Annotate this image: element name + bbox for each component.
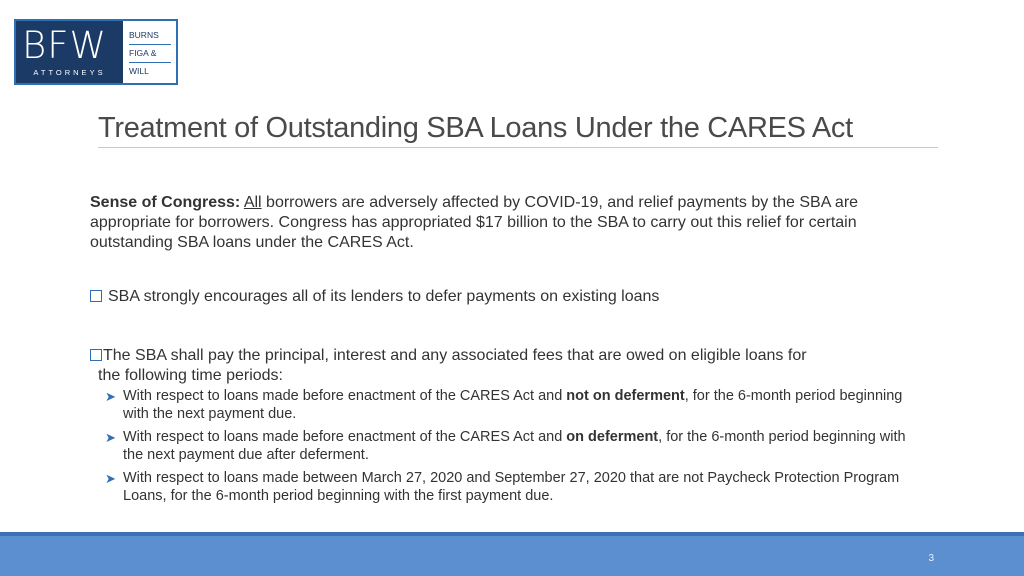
logo-word-burns: BURNS xyxy=(129,29,171,45)
footer-divider xyxy=(0,532,1024,536)
bullet2-line1: The SBA shall pay the principal, interest and any associated fees that are owed on eligible loans for xyxy=(103,347,807,364)
sense-emphasis: All xyxy=(243,194,262,211)
logo-mark: BFW xyxy=(22,24,108,67)
arrow-right-icon: ➤ xyxy=(105,430,116,445)
bullet-encourage-deferral xyxy=(90,288,659,306)
arrow-right-icon: ➤ xyxy=(105,471,116,486)
bfw-logo xyxy=(14,19,178,85)
bullet-sba-shall-pay xyxy=(90,346,930,386)
sub-bullet-bold: not on deferment xyxy=(566,388,685,404)
logo-subtitle: ATTORNEYS xyxy=(33,68,106,77)
bullet2-line2: the following time periods: xyxy=(98,367,283,384)
sense-label: Sense of Congress: xyxy=(90,194,241,211)
slide-title: Treatment of Outstanding SBA Loans Under the CARES Act xyxy=(98,112,938,148)
sub-bullet-3 xyxy=(105,470,925,505)
sub-bullet-pre: With respect to loans made between March 27, 2020 and September 27, 2020 that are not Paycheck Protection Program Loans, for the 6-month period beginning with the first payment due. xyxy=(123,470,900,504)
sub-bullet-pre: With respect to loans made before enactment of the CARES Act and xyxy=(123,429,567,445)
footer-bar xyxy=(0,532,1024,576)
logo-words xyxy=(123,21,176,83)
arrow-right-icon: ➤ xyxy=(105,389,116,404)
checkbox-icon xyxy=(90,290,102,302)
sub-bullet-pre: With respect to loans made before enactment of the CARES Act and xyxy=(123,388,567,404)
sub-bullet-list xyxy=(105,388,925,511)
sub-bullet-2 xyxy=(105,429,925,464)
sub-bullet-1 xyxy=(105,388,925,423)
sub-bullet-post: , for the 6-month period beginning with the next payment due. xyxy=(123,388,903,422)
bullet1-text: SBA strongly encourages all of its lenders to defer payments on existing loans xyxy=(108,288,660,305)
sub-bullet-bold: on deferment xyxy=(566,429,659,445)
logo-word-figa: FIGA & xyxy=(129,47,171,63)
sense-text: borrowers are adversely affected by COVID-19, and relief payments by the SBA are appropriate for borrowers. Congress has appropriated $17 billion to the SBA to carry out this relief for certain outstanding SBA loans under the CARES Act. xyxy=(90,194,859,251)
sub-bullet-post: , for the 6-month period beginning with the next payment due after deferment. xyxy=(123,429,906,463)
page-number: 3 xyxy=(928,553,934,564)
sense-of-congress-paragraph xyxy=(90,193,940,253)
checkbox-icon xyxy=(90,349,102,361)
logo-word-will: WILL xyxy=(129,66,149,76)
logo-mark-block xyxy=(16,21,123,83)
